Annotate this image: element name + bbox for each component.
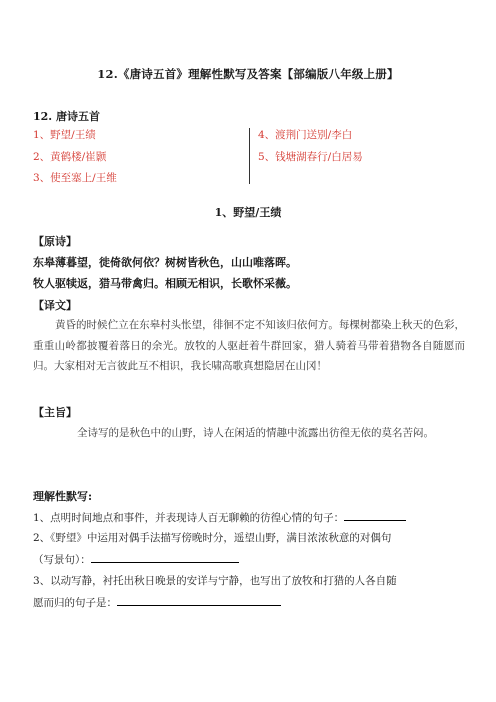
toc-right-2: 5、钱塘湖春行/白居易 — [258, 151, 363, 163]
question-2: 2、《野望》中运用对偶手法描写傍晚时分，遥望山野，满目浓浓秋意的对偶句 — [33, 532, 392, 544]
dictation-heading: 理解性默写: — [33, 490, 93, 503]
poem-line-2: 牧人驱犊返，猎马带禽归。相顾无相识，长歌怀采薇。 — [33, 277, 297, 290]
translation-label: 【译文】 — [33, 299, 77, 312]
poem-line-1: 东皋薄暮望，徙倚欲何依？树树皆秋色，山山唯落晖。 — [33, 256, 297, 269]
question-3: 3、以动写静，衬托出秋日晚景的安详与宁静，也写出了放牧和打猎的人各自随 — [33, 575, 397, 587]
question-3-cont — [33, 594, 281, 610]
toc-left-3: 3、使至塞上/王维 — [33, 172, 117, 184]
page-title: 12.《唐诗五首》理解性默写及答案【部编版八年级上册】 — [97, 67, 399, 81]
theme-paragraph: 全诗写的是秋色中的山野，诗人在闲适的情趣中流露出彷徨无依的莫名苦闷。 — [77, 427, 434, 439]
question-text: 愿而归的句子是： — [33, 597, 117, 609]
toc-divider — [249, 128, 250, 184]
section-heading: 12. 唐诗五首 — [33, 110, 100, 123]
answer-blank[interactable] — [117, 594, 281, 606]
question-2-cont — [33, 551, 239, 567]
question-text: （写景句）： — [33, 554, 91, 566]
poem-title: 1、野望/王绩 — [214, 206, 282, 219]
question-text: 1、点明时间地点和事件，并表现诗人百无聊赖的彷徨心情的句子： — [33, 512, 345, 524]
answer-blank[interactable] — [91, 551, 239, 563]
original-label: 【原诗】 — [33, 235, 77, 248]
toc-right-1: 4、渡荆门送别/李白 — [258, 129, 353, 141]
answer-blank[interactable] — [344, 509, 406, 521]
toc-left-1: 1、野望/王绩 — [33, 129, 96, 141]
question-1 — [33, 509, 406, 525]
toc-left-2: 2、黄鹤楼/崔颢 — [33, 151, 107, 163]
theme-label: 【主旨】 — [33, 406, 77, 419]
translation-paragraph: 黄昏的时候伫立在东皋村头怅望，徘徊不定不知该归依何方。每棵树都染上秋天的色彩，重重山岭都披覆着落日的余光。放牧的人驱赶着牛群回家，猎人骑着马带着猎物各自随愿而归。大家相对无言彼此互不相识，我长啸高歌真想隐居在山冈！ — [33, 319, 465, 372]
